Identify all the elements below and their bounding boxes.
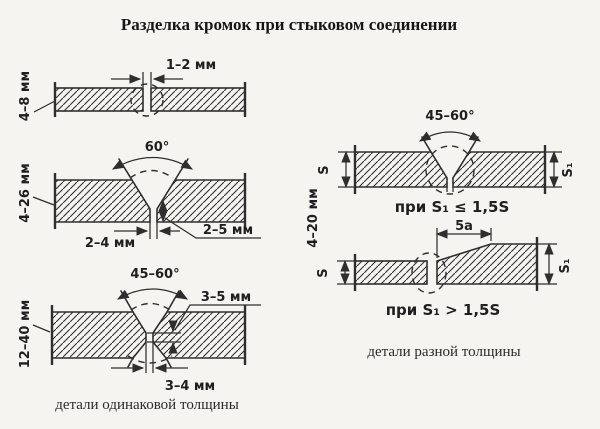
diagram-square-butt: [18, 58, 245, 121]
s-label: S: [316, 268, 331, 278]
condition-label: при S₁ > 1,5S: [385, 301, 501, 319]
groove-angle-label: 45–60°: [130, 267, 180, 282]
root-gap-label: 3–4 мм: [164, 379, 216, 394]
thickness-label: 4–26 мм: [18, 163, 33, 223]
groove-angle-label: 45–60°: [425, 109, 475, 124]
s1-label: S₁: [561, 162, 576, 178]
s1-label: S₁: [558, 258, 573, 274]
right-caption: детали разной толщины: [367, 344, 521, 360]
groove-angle-label: 60°: [144, 140, 170, 155]
diagram-v-groove-unequal: [317, 109, 576, 216]
diagram-double-v-groove: [18, 267, 261, 394]
s-label: S: [317, 165, 332, 175]
right-thickness-label: 4–20 мм: [306, 188, 321, 248]
root-face-label: 2–5 мм: [202, 223, 254, 238]
condition-label: при S₁ ≤ 1,5S: [394, 198, 510, 216]
root-face-label: 3–5 мм: [200, 290, 252, 305]
figure-title: Разделка кромок при стыковом соединении: [120, 15, 458, 34]
diagram-single-v-groove: [18, 140, 261, 251]
left-caption: детали одинаковой толщины: [55, 397, 239, 413]
thickness-label: 12–40 мм: [18, 299, 33, 369]
thickness-label: 4–8 мм: [18, 70, 33, 122]
taper-length-label: 5а: [455, 219, 473, 234]
diagram-tapered-transition: [316, 219, 573, 319]
gap-dimension-label: 1–2 мм: [165, 58, 217, 73]
root-gap-label: 2–4 мм: [84, 236, 136, 251]
